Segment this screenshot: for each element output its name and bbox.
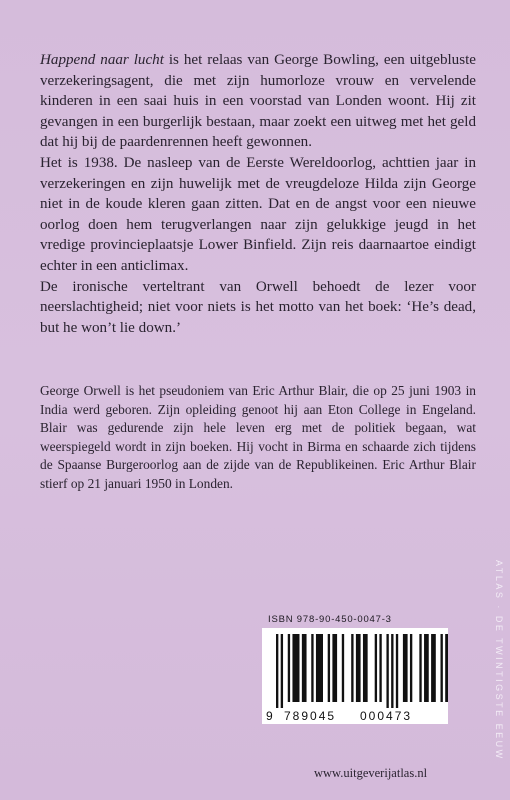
barcode-bar	[386, 634, 388, 708]
barcode-bar	[328, 634, 330, 702]
isbn-label: ISBN 978-90-450-0047-3	[268, 614, 392, 625]
barcode-bar	[342, 634, 344, 702]
book-title: Happend naar lucht	[40, 52, 164, 68]
barcode-digits-left: 789045	[284, 709, 337, 723]
blurb-paragraph-2: Het is 1938. De nasleep van de Eerste Wereldoorlog, achttien jaar in verzekeringen en zijn huwelijk met de vreugdeloze Hilda zijn George niet in de koude kleren gaan zitten. Dat en de angst voor een nieuwe oorlog doen hem terugverlangen naar zijn gelukkige jeugd in het vredige provincieplaatsje Lower Binfield. Zijn reis daarnaartoe eindigt echter in een anticlimax.	[40, 154, 476, 274]
blurb-paragraph-3: De ironische verteltrant van Orwell behoedt de lezer voor neerslachtigheid; niet voor niets is het motto van het boek: ‘He’s dead, but he won’t lie down.’	[40, 278, 476, 336]
barcode-icon	[262, 628, 448, 724]
barcode-bar	[419, 634, 421, 702]
barcode-bar	[316, 634, 323, 702]
barcode	[262, 628, 448, 724]
barcode-bar	[410, 634, 412, 702]
barcode-bar	[379, 634, 381, 702]
barcode-bar	[281, 634, 283, 708]
barcode-bar	[403, 634, 408, 702]
barcode-digits-right: 000473	[360, 709, 413, 723]
barcode-bar	[302, 634, 307, 702]
barcode-bar	[424, 634, 429, 702]
blurb	[40, 50, 476, 338]
barcode-bar	[391, 634, 393, 708]
barcode-bar	[351, 634, 353, 702]
barcode-bar	[375, 634, 377, 702]
barcode-bar	[441, 634, 443, 702]
blurb-paragraph-1	[40, 50, 476, 153]
barcode-bar	[288, 634, 290, 702]
barcode-bar	[396, 634, 398, 708]
barcode-bar	[311, 634, 313, 702]
author-bio	[40, 382, 476, 494]
barcode-bar	[332, 634, 337, 702]
barcode-bar	[276, 634, 278, 708]
barcode-bar	[431, 634, 436, 702]
publisher-website: www.uitgeverijatlas.nl	[314, 766, 428, 780]
barcode-bar	[363, 634, 368, 702]
author-bio-text: George Orwell is het pseudoniem van Eric Arthur Blair, die op 25 juni 1903 in India werd geboren. Zijn opleiding genoot hij aan Eton College in Engeland. Blair was gedurende zijn hele leven erg met de politiek begaan, wat weerspiegeld wordt in zijn boeken. Hij vocht in Birma en schaarde zich tijdens de Spaanse Burgeroorlog aan de zijde van de Republikeinen. Eric Arthur Blair stierf op 21 januari 1950 in Londen.	[40, 383, 476, 491]
barcode-bar	[292, 634, 299, 702]
barcode-bar	[356, 634, 361, 702]
barcode-bar	[445, 634, 448, 702]
series-label: ATLAS · DE TWINTIGSTE EEUW	[494, 560, 504, 761]
blurb-paragraph-1-text: is het relaas van George Bowling, een uitgebluste verzekeringsagent, die met zijn humorloze vrouw en vervelende kinderen in een saai huis in een voorstad van Londen woont. Hij zit gevangen in een burgerlijk bestaan, maar zoekt een uitweg met het geld dat hij bij de paardenrennen heeft gewonnen.	[40, 52, 476, 151]
barcode-digit-first: 9	[266, 709, 273, 723]
